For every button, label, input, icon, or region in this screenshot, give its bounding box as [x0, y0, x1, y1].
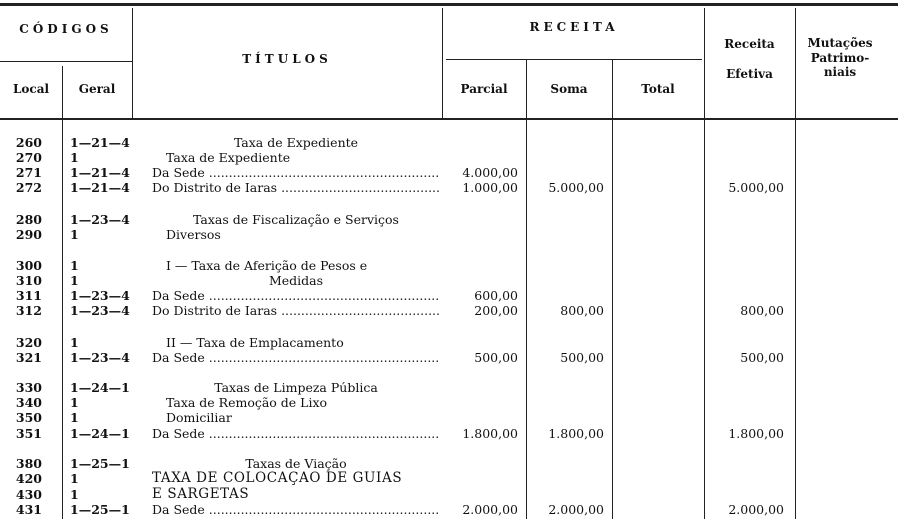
- col-sep-titulos: [442, 8, 443, 119]
- local-code: 420: [15, 471, 42, 486]
- table-row: [0, 456, 898, 471]
- row-title: Da Sede .....: [152, 165, 440, 180]
- row-title: Taxa de Expediente: [166, 150, 291, 165]
- local-code: 310: [15, 273, 42, 288]
- efetiva-value: 1.800,00: [728, 426, 784, 441]
- top-rule: [0, 3, 898, 6]
- parcial-value: 4.000,00: [462, 165, 518, 180]
- table-row: [0, 487, 898, 502]
- table-row: [0, 303, 898, 318]
- geral-code: 1: [70, 273, 79, 288]
- header-bottom-rule: [0, 118, 898, 120]
- table-row: [0, 258, 898, 273]
- soma-value: 1.800,00: [548, 426, 604, 441]
- header-receita-efetiva-1: Receita: [724, 37, 775, 51]
- soma-value: 800,00: [560, 303, 604, 318]
- table-row: [0, 335, 898, 350]
- table-row: [0, 212, 898, 227]
- local-code: 351: [15, 426, 42, 441]
- parcial-value: 500,00: [474, 350, 518, 365]
- row-title: Taxas de Fiscalização e Serviços: [193, 212, 399, 227]
- table-row: [0, 426, 898, 441]
- geral-code: 1—21—4: [70, 180, 130, 195]
- local-code: 280: [15, 212, 42, 227]
- row-title: Taxa de Expediente: [233, 135, 359, 150]
- geral-code: 1—25—1: [70, 456, 130, 471]
- row-title: Da Sede .....: [152, 426, 440, 441]
- table-row: [0, 273, 898, 288]
- local-code: 272: [15, 180, 42, 195]
- header-receita: RECEITA: [529, 20, 619, 34]
- row-title: TAXA DE COLOCAÇÃO DE GUIAS: [152, 471, 403, 486]
- local-code: 330: [15, 380, 42, 395]
- geral-code: 1—24—1: [70, 426, 130, 441]
- parcial-value: 2.000,00: [462, 502, 518, 517]
- table-row: [0, 471, 898, 486]
- header-local: Local: [12, 82, 50, 96]
- geral-code: 1—23—4: [70, 303, 130, 318]
- header-codigos: CÓDIGOS: [19, 22, 113, 36]
- row-title: Do Distrito de Iaras .....: [152, 180, 440, 195]
- local-code: 271: [15, 165, 42, 180]
- parcial-value: 1.000,00: [462, 180, 518, 195]
- local-code: 340: [15, 395, 42, 410]
- local-code: 260: [15, 135, 42, 150]
- efetiva-value: 500,00: [740, 350, 784, 365]
- table-row: [0, 227, 898, 242]
- header-parcial: Parcial: [460, 82, 508, 96]
- local-code: 312: [15, 303, 42, 318]
- local-code: 290: [15, 227, 42, 242]
- parcial-value: 1.800,00: [462, 426, 518, 441]
- local-code: 430: [15, 487, 42, 502]
- local-code: 320: [15, 335, 42, 350]
- parcial-value: 600,00: [474, 288, 518, 303]
- row-title: Da Sede .....: [152, 350, 440, 365]
- geral-code: 1: [70, 335, 79, 350]
- geral-code: 1—23—4: [70, 350, 130, 365]
- soma-value: 5.000,00: [548, 180, 604, 195]
- header-receita-efetiva-2: Efetiva: [726, 67, 773, 81]
- row-title: Taxas de Viação: [245, 456, 347, 471]
- geral-code: 1—23—4: [70, 212, 130, 227]
- geral-code: 1: [70, 487, 79, 502]
- local-code: 300: [15, 258, 42, 273]
- local-code: 350: [15, 410, 42, 425]
- local-code: 270: [15, 150, 42, 165]
- table-row: [0, 180, 898, 195]
- local-code: 321: [15, 350, 42, 365]
- row-title: Da Sede .....: [152, 502, 440, 517]
- row-title: II — Taxa de Emplacamento: [166, 335, 344, 350]
- soma-value: 2.000,00: [548, 502, 604, 517]
- geral-code: 1—21—4: [70, 165, 130, 180]
- geral-code: 1—24—1: [70, 380, 130, 395]
- local-code: 380: [15, 456, 42, 471]
- soma-value: 500,00: [560, 350, 604, 365]
- efetiva-value: 5.000,00: [728, 180, 784, 195]
- table-row: [0, 502, 898, 517]
- row-title: Domiciliar: [166, 410, 232, 425]
- parcial-value: 200,00: [474, 303, 518, 318]
- header-total: Total: [641, 82, 675, 96]
- row-title: Taxas de Limpeza Pública: [214, 380, 378, 395]
- geral-code: 1: [70, 410, 79, 425]
- local-code: 311: [15, 288, 42, 303]
- table-row: [0, 288, 898, 303]
- local-code: 431: [15, 502, 42, 517]
- efetiva-value: 800,00: [740, 303, 784, 318]
- row-title: Taxa de Remoção de Lixo: [166, 395, 328, 410]
- geral-code: 1—23—4: [70, 288, 130, 303]
- row-title: Do Distrito de Iaras .....: [152, 303, 440, 318]
- header-titulos: TÍTULOS: [242, 52, 332, 66]
- codigos-underline: [0, 61, 132, 62]
- table-row: [0, 395, 898, 410]
- table-row: [0, 135, 898, 150]
- row-title: E SARGETAS: [152, 487, 250, 502]
- geral-code: 1—21—4: [70, 135, 130, 150]
- header-mutacoes-2: Patrimo-: [810, 51, 870, 65]
- geral-code: 1: [70, 227, 79, 242]
- row-title: Medidas: [268, 273, 324, 288]
- table-row: [0, 350, 898, 365]
- header-mutacoes-1: Mutações: [807, 36, 873, 50]
- row-title: Da Sede .....: [152, 288, 440, 303]
- table-row: [0, 380, 898, 395]
- efetiva-value: 2.000,00: [728, 502, 784, 517]
- geral-code: 1—25—1: [70, 502, 130, 517]
- table-row: [0, 410, 898, 425]
- table-row: [0, 165, 898, 180]
- receita-underline: [446, 59, 702, 60]
- geral-code: 1: [70, 471, 79, 486]
- geral-code: 1: [70, 395, 79, 410]
- geral-code: 1: [70, 258, 79, 273]
- header-geral: Geral: [78, 82, 116, 96]
- table-row: [0, 150, 898, 165]
- geral-code: 1: [70, 150, 79, 165]
- row-title: Diversos: [166, 227, 221, 242]
- header-soma: Soma: [550, 82, 588, 96]
- header-mutacoes-3: niais: [823, 65, 857, 79]
- row-title: I — Taxa de Aferição de Pesos e: [166, 258, 368, 273]
